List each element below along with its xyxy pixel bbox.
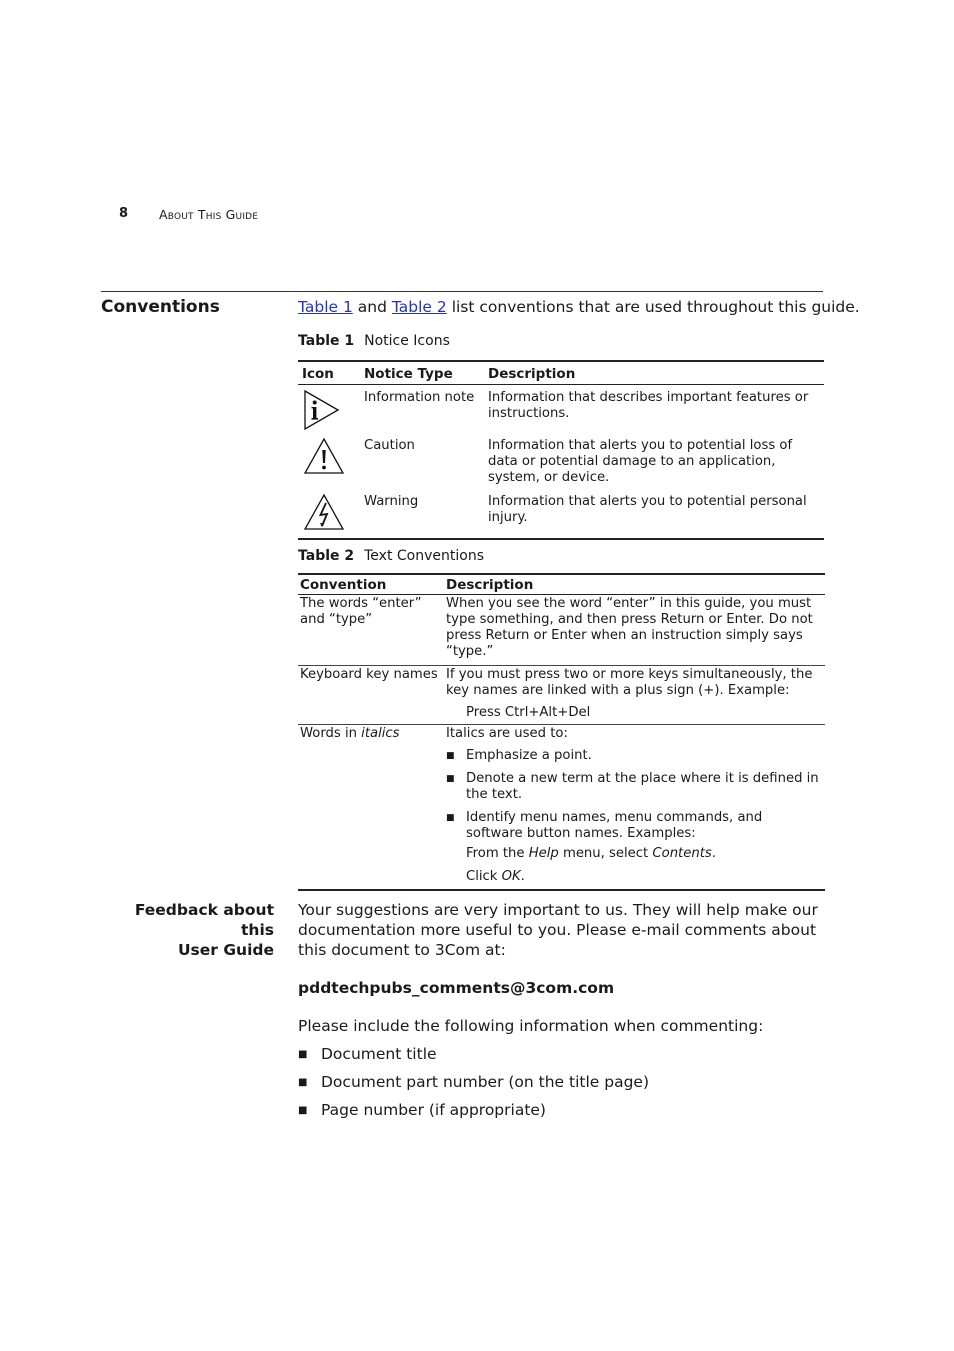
example-button-name: OK bbox=[501, 869, 521, 884]
warning-icon bbox=[304, 494, 344, 530]
feedback-heading bbox=[100, 900, 274, 960]
convention-prefix: Words in bbox=[300, 726, 362, 741]
table1-caption-title: Notice Icons bbox=[364, 333, 450, 349]
italics-usage-list bbox=[446, 748, 823, 842]
list-item: ■ Document part number (on the title page) bbox=[298, 1072, 828, 1092]
table2-description-cell bbox=[444, 666, 825, 725]
intro-and: and bbox=[352, 298, 392, 316]
table-row bbox=[298, 725, 825, 891]
list-item: ■ Identify menu names, menu commands, and software button names. Examples: bbox=[446, 810, 823, 842]
table-row bbox=[298, 595, 825, 666]
italics-example-1 bbox=[466, 846, 823, 862]
list-item: ■ Document title bbox=[298, 1044, 828, 1064]
table1-header-description: Description bbox=[484, 361, 824, 385]
example-text: . bbox=[520, 869, 525, 884]
example-text: Click bbox=[466, 869, 502, 884]
page-number: 8 bbox=[119, 206, 129, 221]
list-item: ■ Emphasize a point. bbox=[446, 748, 823, 764]
table1-icon-cell bbox=[298, 494, 360, 539]
feedback-body bbox=[298, 900, 828, 1128]
key-example: Press Ctrl+Alt+Del bbox=[466, 705, 591, 720]
feedback-heading-line2: User Guide bbox=[177, 941, 274, 959]
conventions-intro bbox=[298, 298, 860, 316]
italics-example-2 bbox=[466, 869, 823, 885]
table2-caption-label: Table 2 bbox=[298, 548, 355, 564]
information-icon bbox=[304, 390, 340, 430]
table2-description: Italics are used to: bbox=[446, 726, 568, 741]
feedback-heading-line1: Feedback about this bbox=[134, 901, 274, 939]
table1-icon-cell bbox=[298, 385, 360, 439]
table1-type: Warning bbox=[364, 494, 419, 509]
table1-link[interactable]: Table 1 bbox=[298, 298, 353, 316]
list-item: ■ Denote a new term at the place where it is defined in the text. bbox=[446, 771, 823, 803]
example-text: From the bbox=[466, 846, 529, 861]
table1-caption-label: Table 1 bbox=[298, 333, 355, 349]
feedback-paragraph: Your suggestions are very important to us. They will help make our documentation more useful to you. Please e-mail comments about this document to 3Com at: bbox=[298, 901, 818, 959]
example-menu-name: Help bbox=[528, 846, 559, 861]
table1-type: Caution bbox=[364, 438, 415, 453]
running-header-title: About This Guide bbox=[159, 207, 259, 222]
intro-rest: list conventions that are used throughout this guide. bbox=[446, 298, 860, 316]
table-row bbox=[298, 494, 824, 539]
caution-icon bbox=[304, 438, 344, 474]
convention-italic: italics bbox=[361, 726, 400, 741]
table2-caption-title: Text Conventions bbox=[364, 548, 484, 564]
feedback-email: pddtechpubs_comments@3com.com bbox=[298, 979, 615, 997]
conventions-heading: Conventions bbox=[101, 297, 220, 317]
table2-description-cell bbox=[444, 725, 825, 891]
table-row bbox=[298, 666, 825, 725]
table-row bbox=[298, 438, 824, 494]
table1-icon-cell bbox=[298, 438, 360, 494]
table2-convention: Keyboard key names bbox=[298, 666, 444, 725]
table2-convention: The words “enter” and “type” bbox=[298, 595, 444, 666]
table2-description: If you must press two or more keys simultaneously, the key names are linked with a plus sign (+). Example: bbox=[446, 667, 813, 698]
table2-header-convention: Convention bbox=[298, 574, 444, 595]
feedback-include-text: Please include the following information when commenting: bbox=[298, 1017, 764, 1035]
notice-icons-table bbox=[298, 360, 824, 540]
table-row bbox=[298, 385, 824, 439]
table2-description: When you see the word “enter” in this guide, you must type something, and then press Return or Enter. Do not press Return or Enter when an instruction simply says “type.” bbox=[444, 595, 825, 666]
table1-description: Information that alerts you to potential loss of data or potential damage to an application, system, or device. bbox=[488, 438, 793, 485]
feedback-items-list bbox=[298, 1044, 828, 1120]
example-command-name: Contents bbox=[652, 846, 712, 861]
table1-description: Information that describes important features or instructions. bbox=[488, 390, 809, 421]
example-text: menu, select bbox=[558, 846, 653, 861]
table2-convention-cell bbox=[298, 725, 444, 891]
list-item: ■ Page number (if appropriate) bbox=[298, 1100, 828, 1120]
table1-description: Information that alerts you to potential personal injury. bbox=[488, 494, 807, 525]
table2-header-description: Description bbox=[444, 574, 825, 595]
text-conventions-table bbox=[298, 573, 825, 891]
table2-caption bbox=[298, 548, 484, 564]
table2-link[interactable]: Table 2 bbox=[391, 298, 447, 316]
section-rule bbox=[101, 291, 823, 292]
table1-caption bbox=[298, 333, 450, 349]
example-text: . bbox=[711, 846, 716, 861]
table1-header-type: Notice Type bbox=[360, 361, 484, 385]
table1-type: Information note bbox=[364, 390, 475, 405]
table1-header-icon: Icon bbox=[298, 361, 360, 385]
